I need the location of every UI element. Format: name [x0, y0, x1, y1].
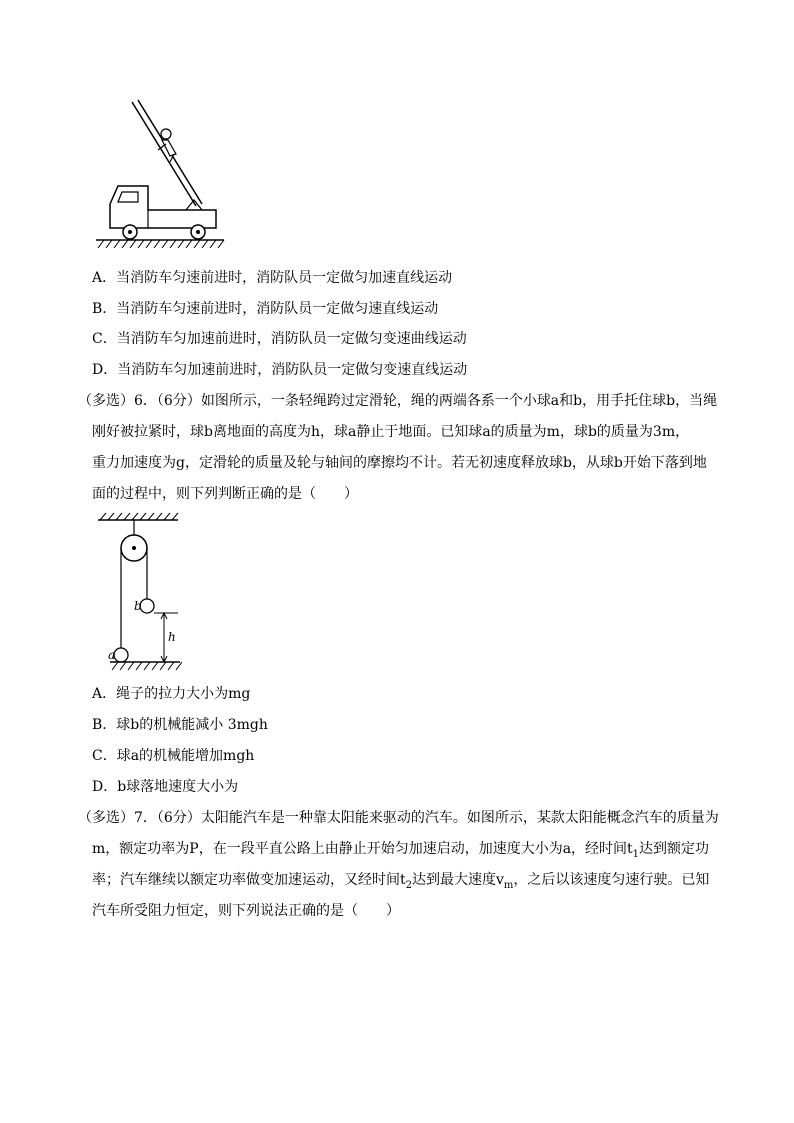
q7-stem-line-1: （多选）7．（6分）太阳能汽车是一种靠太阳能来驱动的汽车。如图所示，某款太阳能概念汽车的质量为 — [78, 810, 719, 826]
q6-stem-line-3: 重力加速度为g，定滑轮的质量及轮与轴间的摩擦均不计。若无初速度释放球b，从球b开始下落到地 — [92, 455, 707, 471]
ball-a-label: a — [108, 648, 116, 662]
q7-stem-line-2-tail: 达到额定功 — [639, 841, 710, 857]
q6-option-b: B．球b的机械能减小 3mgh — [92, 717, 268, 733]
q5-option-c: C．当消防车匀加速前进时，消防队员一定做匀变速曲线运动 — [92, 331, 467, 347]
q7-stem-line-2-text: m，额定功率为P，在一段平直公路上由静止开始匀加速启动，加速度大小为a，经时间t — [92, 841, 633, 857]
q6-stem-line-2: 刚好被拉紧时，球b离地面的高度为h，球a静止于地面。已知球a的质量为m，球b的质量为3m， — [92, 424, 690, 440]
pulley-figure — [96, 510, 186, 675]
q5-option-a: A．当消防车匀速前进时，消防队员一定做匀加速直线运动 — [92, 270, 453, 286]
fire-truck-figure — [90, 98, 230, 248]
q7-stem-line-3 — [92, 871, 709, 895]
vm-subscript: m — [503, 879, 514, 891]
q7-stem-line-4: 汽车所受阻力恒定，则下列说法正确的是（ ） — [92, 903, 400, 919]
q6-stem-line-1: （多选）6．（6分）如图所示，一条轻绳跨过定滑轮，绳的两端各系一个小球a和b，用手托住球b，当绳 — [78, 393, 718, 409]
q5-option-d: D．当消防车匀加速前进时，消防队员一定做匀变速直线运动 — [92, 362, 468, 378]
q7-stem-line-3-b: 达到最大速度v — [412, 872, 504, 888]
q7-stem-line-3-a: 率；汽车继续以额定功率做变加速运动，又经时间t — [92, 872, 406, 888]
t1-subscript: 1 — [632, 848, 640, 860]
q6-option-c: C．球a的机械能增加mgh — [92, 748, 255, 764]
q6-option-a: A．绳子的拉力大小为mg — [92, 686, 251, 702]
t2-subscript: 2 — [405, 879, 412, 891]
q6-stem-line-4: 面的过程中，则下列判断正确的是（ ） — [92, 486, 358, 502]
ball-b-label: b — [134, 599, 142, 613]
q7-stem-line-2 — [92, 840, 709, 864]
height-h-label: h — [168, 630, 176, 644]
q5-option-b: B．当消防车匀速前进时，消防队员一定做匀速直线运动 — [92, 301, 439, 317]
q6-option-d: D．b球落地速度大小为 — [92, 779, 239, 795]
q7-stem-line-3-c: ，之后以该速度匀速行驶。已知 — [513, 872, 710, 888]
